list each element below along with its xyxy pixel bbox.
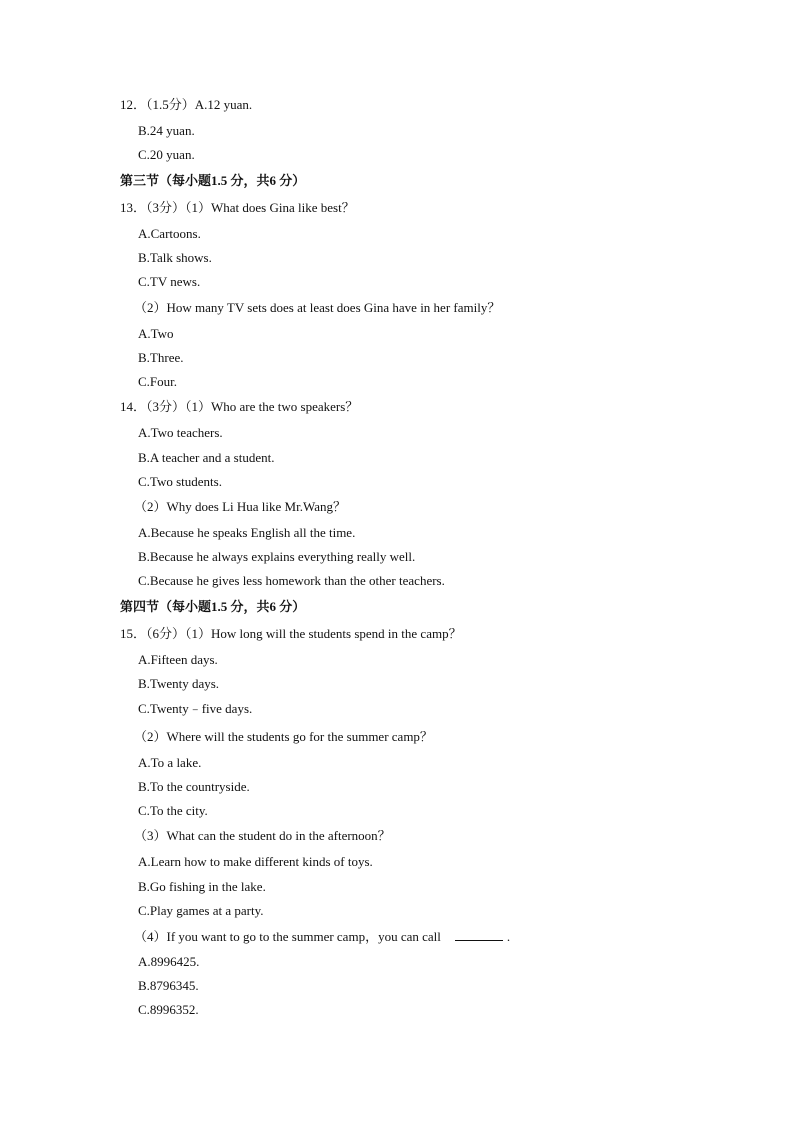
question-15-3-option-c: C.Play games at a party.: [138, 903, 264, 918]
question-15-1-option-c: C.Twenty﹣five days.: [138, 701, 253, 716]
question-15-2-option-a: A.To a lake.: [138, 755, 202, 770]
question-15-4-option-b: B.8796345.: [138, 978, 199, 993]
answer-blank: [455, 928, 503, 941]
section-3-heading: 第三节（每小题1.5 分，共6 分）: [120, 173, 306, 188]
question-13-2-option-c: C.Four.: [138, 374, 178, 389]
question-14-1-option-b: B.A teacher and a student.: [138, 450, 275, 465]
question-14-1: 14．（3分）（1）Who are the two speakers？: [120, 399, 359, 414]
question-15-4-option-a: A.8996425.: [138, 954, 200, 969]
question-15-1-option-b: B.Twenty days.: [138, 676, 220, 691]
question-15-4-period: .: [506, 929, 511, 944]
question-13-1: 13．（3分）（1）What does Gina like best？: [120, 200, 355, 215]
question-15-4-option-c: C.8996352.: [138, 1002, 199, 1017]
question-12-option-a: 12．（1.5分）A.12 yuan.: [120, 97, 253, 112]
question-15-2: （2）Where will the students go for the summer camp？: [134, 729, 433, 744]
question-14-2: （2）Why does Li Hua like Mr.Wang？: [134, 499, 346, 514]
question-13-2: （2）How many TV sets does at least does Gina have in her family？: [134, 300, 501, 315]
question-15-3-option-a: A.Learn how to make different kinds of toys.: [138, 854, 373, 869]
question-12-option-c: C.20 yuan.: [138, 147, 195, 162]
question-15-4: [134, 928, 510, 945]
question-15-3: （3）What can the student do in the afternoon？: [134, 828, 391, 843]
question-15-4-text: （4）If you want to go to the summer camp，you can call: [134, 929, 441, 944]
question-14-2-option-c: C.Because he gives less homework than the other teachers.: [138, 573, 445, 588]
question-14-1-option-c: C.Two students.: [138, 474, 222, 489]
question-15-2-option-c: C.To the city.: [138, 803, 208, 818]
question-15-1: 15．（6分）（1）How long will the students spend in the camp？: [120, 626, 462, 641]
question-14-2-option-b: B.Because he always explains everything really well.: [138, 549, 416, 564]
question-12-option-b: B.24 yuan.: [138, 123, 195, 138]
question-15-2-option-b: B.To the countryside.: [138, 779, 250, 794]
question-13-1-option-c: C.TV news.: [138, 274, 201, 289]
question-14-1-option-a: A.Two teachers.: [138, 425, 223, 440]
question-13-2-option-a: A.Two: [138, 326, 174, 341]
section-4-heading: 第四节（每小题1.5 分，共6 分）: [120, 599, 306, 614]
question-15-1-option-a: A.Fifteen days.: [138, 652, 218, 667]
question-13-1-option-a: A.Cartoons.: [138, 226, 201, 241]
question-13-2-option-b: B.Three.: [138, 350, 184, 365]
question-15-3-option-b: B.Go fishing in the lake.: [138, 879, 266, 894]
question-14-2-option-a: A.Because he speaks English all the time.: [138, 525, 356, 540]
question-13-1-option-b: B.Talk shows.: [138, 250, 212, 265]
